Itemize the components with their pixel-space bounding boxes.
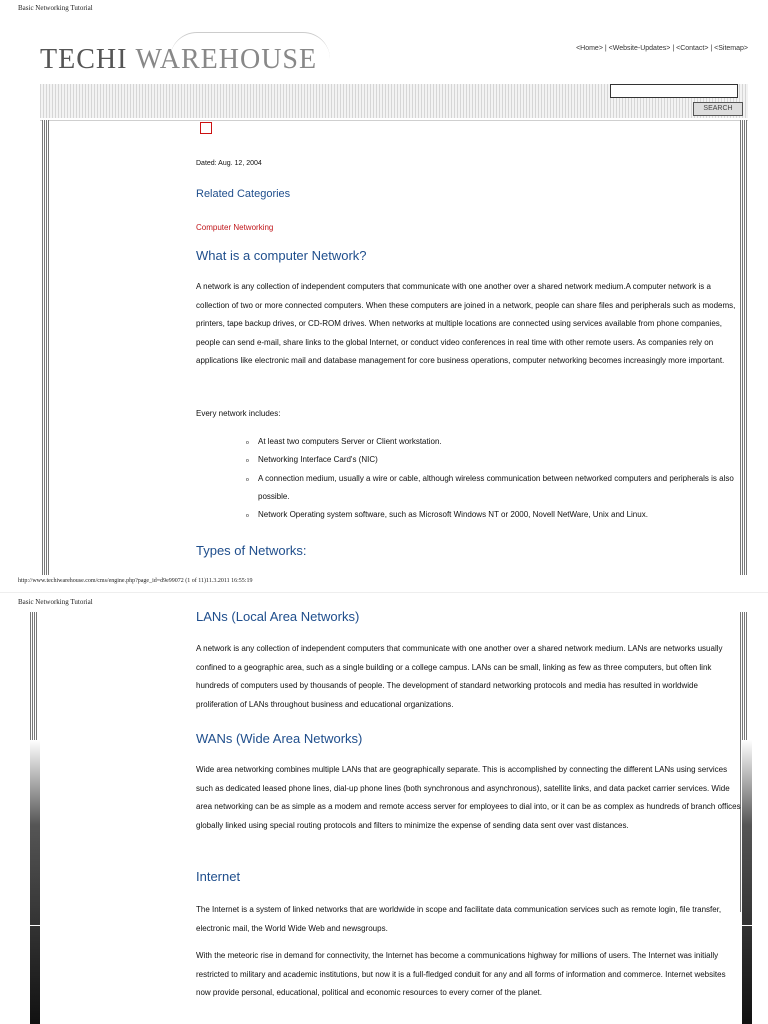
heading-types-of-networks: Types of Networks: xyxy=(196,543,307,558)
left-border-gap xyxy=(0,925,40,926)
heading-what-is-network: What is a computer Network? xyxy=(196,248,367,263)
nav-updates-link[interactable]: <Website-Updates> xyxy=(608,45,671,52)
site-logo[interactable] xyxy=(40,44,317,76)
heading-lans: LANs (Local Area Networks) xyxy=(196,609,360,624)
list-item: o Network Operating system software, such as Microsoft Windows NT or 2000, Novell NetWare, Unix and Linux. xyxy=(246,506,741,524)
category-link-row xyxy=(196,217,741,235)
paragraph-network: A network is any collection of independent computers that communicate with one another over a shared network medium.A computer network is a collection of two or more connected computers. When these computers are joined in a network, people can share files and peripherals such as modems, printers, tape backup drives, or CD-ROM drives. When networks at multiple locations are connected using services available from phone companies, people can send e-mail, share links to the global Internet, or conduct video conferences in real time with other remote users. As companies rely on applications like electronic mail and database management for core business operations, computer networking becomes increasingly more important. xyxy=(196,282,736,365)
nav-contact-link[interactable]: <Contact> xyxy=(676,45,709,52)
related-categories-heading: Related Categories xyxy=(196,188,291,200)
search-input[interactable] xyxy=(610,84,738,98)
page-separator xyxy=(0,592,768,593)
nav-home-link[interactable]: <Home> xyxy=(576,45,603,52)
left-border-pattern xyxy=(42,120,49,575)
list-item: o A connection medium, usually a wire or cable, although wireless communication between networked computers and peripherals is also possible. xyxy=(246,470,741,507)
category-link-computer-networking[interactable]: Computer Networking xyxy=(196,223,274,232)
related-categories xyxy=(196,184,741,202)
dated-text: Dated: Aug. 12, 2004 xyxy=(196,160,262,167)
list-item: o At least two computers Server or Client workstation. xyxy=(246,433,741,451)
network-components-list xyxy=(246,433,741,524)
right-border-dark xyxy=(742,740,752,1024)
content-top-rule xyxy=(40,120,748,121)
left-border-dark xyxy=(30,740,40,1024)
top-nav xyxy=(576,45,748,52)
paragraph-internet-2: With the meteoric rise in demand for connectivity, the Internet has become a communications highway for millions of users. The Internet was initially restricted to military and academic institutions, but now it is a full-fledged conduit for any and all forms of information and commerce. Internet websites now provide personal, educational, political and economic resources to every corner of the planet. xyxy=(196,951,726,997)
paragraph-every-network: Every network includes: xyxy=(196,409,281,418)
heading-wans: WANs (Wide Area Networks) xyxy=(196,731,363,746)
paragraph-wans: Wide area networking combines multiple LANs that are geographically separate. This is accomplished by connecting the different LANs using services such as dedicated leased phone lines, dial-up phone lines (both synchronous and asynchronous), satellite links, and data packet carrier services. Wide area networking can be as simple as a modem and remote access server for employees to dial into, or it can be as complex as hundreds of branch offices globally linked using special routing protocols and filters to minimize the expense of sending data sent over vast distances. xyxy=(196,765,741,830)
nav-sitemap-link[interactable]: <Sitemap> xyxy=(714,45,748,52)
broken-image-icon xyxy=(200,122,212,134)
search-button[interactable]: SEARCH xyxy=(693,102,743,116)
nav-separator: | xyxy=(708,45,715,52)
print-header: Basic Networking Tutorial xyxy=(18,4,93,12)
logo-word-techi: TECHI xyxy=(40,44,128,75)
heading-internet: Internet xyxy=(196,869,241,884)
list-item: o Networking Interface Card's (NIC) xyxy=(246,451,741,469)
dated-line xyxy=(196,152,741,170)
print-header-page-2: Basic Networking Tutorial xyxy=(18,598,93,606)
paragraph-lans: A network is any collection of independent computers that communicate with one another over a shared network medium. LANs are networks usually confined to a geographic area, such as a single building or a college campus. LANs can be small, linking as few as three computers, but often link hundreds of computers used by thousands of people. The development of standard networking protocols and media has resulted in worldwide proliferation of LANs throughout business and educational organizations. xyxy=(196,644,723,709)
nav-separator: | xyxy=(602,45,609,52)
right-border-pattern xyxy=(740,120,747,575)
logo-word-warehouse: WAREHOUSE xyxy=(135,44,318,75)
paragraph-internet-1: The Internet is a system of linked networks that are worldwide in scope and facilitate data communication services such as remote login, file transfer, electronic mail, the World Wide Web and newsgroups. xyxy=(196,905,722,933)
print-footer: http://www.techiwarehouse.com/cms/engine.php?page_id=d9e99072 (1 of 11)11.3.2011 16:55:19 xyxy=(18,578,253,584)
nav-separator: | xyxy=(670,45,677,52)
